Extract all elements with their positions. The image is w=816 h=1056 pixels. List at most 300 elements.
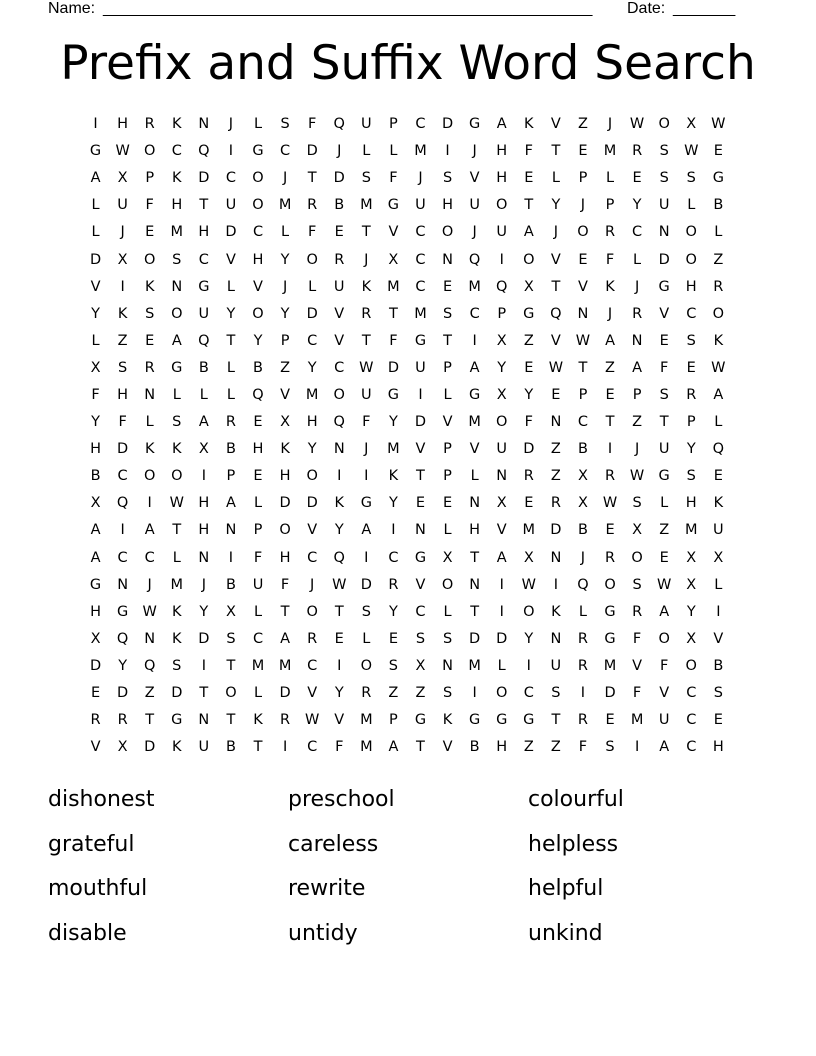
grid-letter: Z — [659, 522, 670, 539]
grid-letter: A — [171, 332, 182, 349]
grid-letter: V — [225, 251, 236, 268]
grid-letter: C — [198, 251, 209, 268]
grid-letter: L — [578, 603, 587, 620]
grid-letter: T — [443, 332, 452, 349]
grid-letter: V — [415, 576, 426, 593]
date-label: Date: — [627, 0, 666, 17]
grid-letter: P — [578, 170, 588, 187]
grid-letter: Z — [144, 685, 155, 702]
grid-letter: S — [659, 386, 669, 403]
word-list-item: preschool — [288, 787, 395, 812]
grid-letter: E — [605, 522, 615, 539]
grid-letter: N — [117, 576, 129, 593]
grid-letter: C — [632, 224, 643, 241]
grid-letter: R — [577, 712, 588, 729]
grid-letter: R — [523, 468, 534, 485]
grid-letter: E — [605, 712, 615, 729]
grid-letter: I — [120, 522, 125, 539]
grid-letter: X — [388, 251, 399, 268]
grid-letter: E — [551, 386, 561, 403]
grid-letter: A — [659, 603, 670, 620]
grid-letter: F — [605, 251, 615, 268]
grid-letter: S — [442, 170, 453, 187]
grid-letter: X — [686, 549, 697, 566]
grid-letter: R — [307, 630, 318, 647]
grid-letter: H — [198, 522, 210, 539]
grid-letter: S — [172, 414, 182, 431]
grid-letter: K — [144, 278, 155, 295]
grid-letter: M — [387, 441, 400, 458]
grid-letter: A — [388, 739, 399, 756]
grid-letter: T — [551, 712, 561, 729]
grid-letter: O — [523, 603, 535, 620]
grid-letter: I — [553, 576, 558, 593]
grid-letter: Y — [253, 332, 263, 349]
grid-letter: X — [117, 251, 128, 268]
grid-letter: I — [337, 657, 342, 674]
word-list — [48, 778, 768, 956]
grid-letter: K — [524, 116, 534, 133]
grid-letter: O — [333, 386, 345, 403]
grid-letter: R — [117, 712, 128, 729]
grid-letter: E — [713, 712, 723, 729]
grid-letter: C — [307, 332, 318, 349]
grid-letter: R — [577, 630, 588, 647]
grid-letter: L — [91, 332, 100, 349]
grid-letter: G — [658, 468, 670, 485]
grid-letter: M — [522, 522, 536, 539]
grid-row — [82, 111, 732, 138]
grid-row — [82, 219, 732, 246]
grid-letter: L — [172, 549, 181, 566]
grid-letter: E — [90, 685, 101, 702]
grid-row — [82, 436, 732, 463]
grid-letter: Z — [117, 332, 128, 349]
grid-letter: H — [198, 224, 210, 241]
grid-letter: L — [145, 414, 154, 431]
grid-letter: N — [469, 495, 481, 512]
grid-letter: T — [145, 712, 155, 729]
grid-letter: X — [90, 495, 101, 512]
grid-letter: Q — [468, 251, 481, 268]
grid-letter: N — [415, 522, 426, 539]
grid-letter: D — [144, 739, 156, 756]
grid-letter: X — [442, 549, 453, 566]
grid-letter: Q — [116, 495, 129, 512]
grid-letter: I — [472, 685, 477, 702]
grid-letter: D — [469, 630, 481, 647]
grid-row — [82, 192, 732, 219]
grid-row — [82, 463, 732, 490]
grid-letter: U — [361, 386, 372, 403]
grid-letter: Y — [388, 495, 398, 512]
grid-letter: B — [198, 359, 209, 376]
grid-letter: N — [171, 278, 183, 295]
grid-letter: Y — [307, 441, 317, 458]
grid-letter: R — [334, 251, 345, 268]
grid-letter: L — [362, 143, 371, 160]
grid-letter: T — [172, 522, 182, 539]
grid-letter: K — [442, 712, 453, 729]
grid-letter: Y — [524, 630, 534, 647]
grid-letter: L — [633, 251, 642, 268]
grid-letter: L — [253, 116, 263, 133]
grid-letter: C — [415, 224, 426, 241]
grid-letter: C — [307, 657, 318, 674]
grid-letter: E — [524, 170, 534, 187]
grid-letter: H — [252, 251, 264, 268]
grid-letter: P — [578, 386, 588, 403]
grid-letter: X — [90, 630, 101, 647]
grid-letter: F — [118, 414, 127, 431]
grid-letter: R — [604, 224, 616, 241]
grid-letter: T — [605, 414, 615, 431]
grid-row — [82, 409, 732, 436]
grid-letter: H — [279, 549, 291, 566]
grid-letter: N — [550, 414, 562, 431]
grid-letter: H — [442, 197, 453, 214]
grid-letter: F — [632, 685, 642, 702]
word-list-item: untidy — [288, 920, 358, 946]
grid-letter: E — [145, 224, 155, 241]
grid-letter: F — [578, 739, 588, 756]
grid-letter: P — [253, 522, 263, 539]
grid-letter: C — [686, 712, 697, 729]
grid-letter: U — [117, 197, 128, 214]
grid-row — [82, 165, 732, 192]
grid-row — [82, 599, 732, 626]
grid-letter: J — [607, 305, 613, 322]
grid-letter: O — [658, 630, 670, 647]
grid-letter: X — [523, 549, 534, 566]
grid-letter: V — [577, 278, 588, 295]
grid-letter: E — [442, 495, 453, 512]
grid-letter: P — [226, 468, 236, 485]
grid-letter: S — [659, 170, 669, 187]
grid-letter: Q — [198, 143, 210, 160]
grid-row — [82, 274, 732, 301]
grid-letter: T — [551, 278, 561, 295]
grid-letter: I — [364, 549, 369, 566]
grid-letter: F — [389, 170, 398, 187]
grid-letter: C — [117, 468, 128, 485]
grid-letter: N — [225, 522, 237, 539]
grid-letter: I — [445, 143, 450, 160]
grid-letter: F — [335, 739, 344, 756]
grid-letter: K — [388, 468, 399, 485]
grid-letter: C — [171, 143, 182, 160]
grid-letter: E — [334, 224, 344, 241]
grid-letter: N — [198, 116, 210, 133]
grid-letter: N — [198, 712, 210, 729]
grid-letter: V — [442, 739, 453, 756]
grid-row — [82, 355, 732, 382]
grid-letter: O — [306, 603, 318, 620]
grid-letter: B — [90, 468, 101, 485]
grid-letter: W — [332, 576, 347, 593]
grid-letter: I — [93, 116, 98, 133]
grid-row — [82, 653, 732, 680]
grid-row — [82, 734, 732, 761]
grid-letter: R — [632, 603, 643, 620]
grid-letter: D — [333, 170, 345, 187]
grid-letter: U — [333, 278, 345, 295]
grid-letter: U — [415, 197, 426, 214]
grid-letter: V — [307, 522, 318, 539]
grid-letter: T — [280, 603, 290, 620]
grid-letter: J — [364, 251, 369, 268]
grid-letter: I — [201, 468, 206, 485]
grid-letter: A — [496, 549, 507, 566]
grid-letter: L — [91, 224, 100, 241]
grid-letter: I — [282, 739, 288, 756]
grid-letter: I — [201, 657, 206, 674]
grid-letter: Q — [143, 657, 156, 674]
grid-letter: E — [659, 549, 669, 566]
grid-letter: B — [469, 739, 480, 756]
grid-letter: O — [306, 468, 318, 485]
grid-letter: E — [605, 386, 615, 403]
grid-row — [82, 572, 732, 599]
grid-letter: O — [171, 468, 183, 485]
grid-letter: G — [198, 278, 210, 295]
grid-letter: K — [172, 116, 182, 133]
grid-letter: O — [252, 305, 264, 322]
grid-letter: S — [686, 468, 696, 485]
grid-letter: N — [144, 386, 156, 403]
grid-letter: A — [496, 116, 507, 133]
grid-letter: K — [172, 603, 182, 620]
grid-letter: E — [686, 359, 696, 376]
grid-letter: R — [280, 712, 291, 729]
grid-letter: K — [605, 278, 615, 295]
grid-letter: W — [711, 116, 726, 133]
grid-letter: F — [660, 359, 669, 376]
grid-letter: K — [172, 170, 182, 187]
grid-letter: R — [632, 143, 643, 160]
grid-letter: E — [632, 170, 642, 187]
grid-letter: W — [169, 495, 184, 512]
grid-letter: K — [713, 495, 724, 512]
grid-letter: F — [524, 143, 533, 160]
grid-letter: T — [361, 224, 371, 241]
grid-letter: G — [604, 630, 616, 647]
grid-letter: A — [632, 359, 643, 376]
grid-letter: F — [91, 386, 100, 403]
grid-letter: E — [713, 468, 723, 485]
grid-letter: P — [280, 332, 290, 349]
grid-letter: A — [659, 739, 670, 756]
grid-letter: I — [634, 739, 640, 756]
grid-letter: B — [577, 522, 588, 539]
grid-letter: R — [577, 657, 588, 674]
grid-letter: D — [658, 251, 670, 268]
grid-letter: J — [472, 143, 477, 160]
grid-letter: L — [226, 359, 235, 376]
grid-row — [82, 246, 732, 273]
grid-letter: F — [280, 576, 290, 593]
grid-letter: D — [387, 359, 399, 376]
grid-letter: D — [523, 441, 535, 458]
grid-letter: T — [226, 332, 236, 349]
grid-letter: Y — [497, 359, 507, 376]
grid-letter: Y — [118, 657, 128, 674]
grid-letter: V — [550, 332, 561, 349]
grid-letter: T — [307, 170, 317, 187]
grid-letter: I — [364, 468, 369, 485]
grid-letter: L — [443, 522, 452, 539]
grid-letter: E — [524, 495, 534, 512]
grid-letter: J — [364, 441, 369, 458]
grid-letter: A — [523, 224, 534, 241]
grid-letter: U — [225, 197, 237, 214]
grid-letter: M — [305, 386, 319, 403]
word-list-item: helpless — [528, 831, 619, 857]
grid-letter: O — [252, 197, 264, 214]
grid-letter: O — [306, 251, 318, 268]
grid-letter: C — [307, 549, 318, 566]
word-list-item: helpful — [528, 876, 604, 901]
grid-letter: O — [252, 170, 264, 187]
grid-letter: E — [145, 332, 155, 349]
grid-letter: E — [578, 143, 588, 160]
grid-letter: I — [120, 278, 125, 295]
grid-letter: F — [389, 332, 398, 349]
grid-letter: O — [143, 143, 156, 160]
grid-letter: I — [580, 685, 586, 702]
grid-letter: J — [580, 197, 586, 214]
grid-letter: E — [659, 332, 669, 349]
grid-letter: D — [89, 657, 102, 674]
date-blank-line: _______ — [673, 0, 736, 17]
grid-letter: Y — [226, 305, 236, 322]
grid-letter: T — [226, 657, 236, 674]
grid-letter: D — [198, 630, 210, 647]
grid-letter: Y — [280, 251, 290, 268]
grid-letter: Y — [388, 414, 398, 431]
grid-letter: R — [604, 468, 616, 485]
grid-letter: J — [418, 170, 423, 187]
grid-letter: I — [228, 143, 234, 160]
grid-letter: H — [306, 414, 318, 431]
grid-letter: W — [304, 712, 320, 729]
grid-letter: F — [145, 197, 154, 214]
grid-letter: V — [659, 305, 670, 322]
grid-letter: C — [686, 305, 697, 322]
grid-letter: S — [388, 657, 398, 674]
grid-letter: X — [415, 657, 426, 674]
grid-letter: T — [470, 549, 480, 566]
grid-letter: L — [253, 603, 263, 620]
grid-letter: C — [415, 116, 426, 133]
grid-letter: H — [117, 116, 129, 133]
grid-letter: K — [144, 441, 155, 458]
grid-letter: Q — [116, 630, 129, 647]
grid-letter: E — [334, 630, 344, 647]
grid-letter: B — [253, 359, 263, 376]
grid-letter: K — [253, 712, 263, 729]
grid-letter: H — [90, 603, 101, 620]
grid-letter: O — [143, 251, 156, 268]
grid-letter: N — [550, 549, 562, 566]
grid-row — [82, 490, 732, 517]
grid-letter: S — [172, 657, 182, 674]
grid-letter: G — [469, 712, 481, 729]
grid-letter: X — [496, 495, 507, 512]
grid-letter: S — [280, 116, 290, 133]
grid-letter: D — [279, 685, 291, 702]
grid-letter: C — [117, 549, 128, 566]
grid-letter: T — [361, 332, 371, 349]
grid-letter: D — [225, 224, 237, 241]
grid-letter: S — [632, 576, 642, 593]
grid-letter: C — [577, 414, 588, 431]
grid-letter: T — [199, 197, 209, 214]
grid-letter: R — [388, 576, 399, 593]
grid-letter: B — [713, 657, 724, 674]
grid-letter: Y — [334, 685, 344, 702]
grid-letter: C — [415, 603, 426, 620]
grid-letter: S — [361, 603, 371, 620]
grid-letter: L — [226, 278, 235, 295]
grid-letter: C — [686, 739, 697, 756]
grid-letter: Z — [550, 468, 561, 485]
grid-letter: R — [713, 278, 724, 295]
grid-letter: J — [553, 224, 558, 241]
grid-letter: Z — [415, 685, 426, 702]
grid-letter: G — [414, 332, 427, 349]
word-list-item: dishonest — [48, 787, 155, 812]
grid-letter: O — [496, 685, 508, 702]
grid-letter: L — [687, 197, 696, 214]
grid-letter: H — [685, 278, 697, 295]
letter-grid — [82, 111, 732, 761]
grid-letter: L — [172, 386, 181, 403]
grid-letter: Y — [280, 305, 290, 322]
grid-letter: J — [147, 576, 152, 593]
grid-letter: I — [499, 603, 504, 620]
grid-letter: T — [524, 197, 534, 214]
grid-letter: V — [388, 224, 399, 241]
grid-letter: J — [337, 143, 342, 160]
grid-letter: V — [307, 685, 318, 702]
grid-letter: T — [416, 468, 425, 485]
grid-letter: P — [443, 468, 452, 485]
grid-letter: T — [199, 685, 209, 702]
grid-letter: K — [551, 603, 561, 620]
grid-letter: X — [632, 522, 643, 539]
grid-letter: Y — [307, 359, 317, 376]
grid-letter: W — [629, 468, 645, 485]
grid-row — [82, 328, 732, 355]
grid-letter: G — [523, 712, 535, 729]
grid-letter: V — [415, 441, 426, 458]
grid-letter: T — [578, 359, 588, 376]
grid-letter: U — [252, 576, 264, 593]
grid-letter: M — [360, 712, 373, 729]
grid-letter: M — [468, 278, 481, 295]
grid-letter: K — [172, 630, 182, 647]
grid-letter: E — [415, 495, 426, 512]
grid-letter: L — [389, 143, 398, 160]
grid-letter: F — [307, 224, 317, 241]
grid-letter: M — [468, 657, 481, 674]
grid-letter: U — [713, 522, 724, 539]
grid-letter: N — [577, 305, 589, 322]
grid-letter: A — [90, 549, 101, 566]
grid-letter: G — [414, 712, 427, 729]
grid-letter: B — [225, 441, 236, 458]
